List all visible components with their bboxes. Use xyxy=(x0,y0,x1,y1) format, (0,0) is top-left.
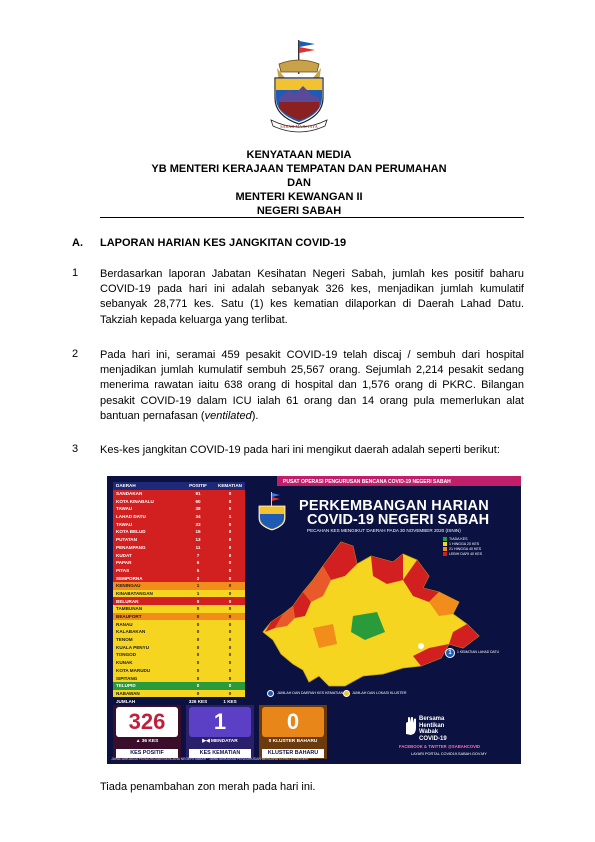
death-count: 0 xyxy=(228,621,232,627)
positive-cases-label: KES POSITIF xyxy=(116,749,178,758)
table-row xyxy=(113,605,245,613)
table-row xyxy=(113,520,245,528)
district-name: KOTA BELUD xyxy=(116,529,146,535)
table-row xyxy=(113,551,245,559)
district-name: TONGOD xyxy=(116,652,137,658)
table-row xyxy=(113,590,245,598)
death-count: 0 xyxy=(228,690,232,696)
legend-label-2: 21 HINGGA 40 KES xyxy=(449,546,482,551)
summary-boxes xyxy=(113,705,343,761)
header-line-2: YB MENTERI KERAJAAN TEMPATAN DAN PERUMAHAN xyxy=(151,163,447,175)
slogan-line-2: Hentikan xyxy=(419,722,445,729)
positive-cases-box xyxy=(113,705,181,759)
death-count: 0 xyxy=(228,598,232,604)
positive-count: 38 xyxy=(195,506,201,512)
district-name: PENAMPANG xyxy=(116,544,146,550)
positive-count: 0 xyxy=(196,637,200,643)
death-count: 0 xyxy=(228,567,232,573)
positive-count: 0 xyxy=(196,667,200,673)
district-name: PITAS xyxy=(116,567,130,573)
positive-count: 7 xyxy=(196,552,200,558)
header-death: KEMATIAN xyxy=(218,483,242,489)
positive-count: 11 xyxy=(195,544,201,550)
infographic-footer: JAWATANKUASA PENGURUSAN BENCANA NEGERI SABAH · JAWATANKUASA PENGURUSAN BENCANA COVID-19 NEGERI xyxy=(111,757,309,761)
positive-count: 0 xyxy=(196,644,200,650)
table-row xyxy=(113,643,245,651)
table-body xyxy=(113,490,245,698)
hand-stop-icon xyxy=(403,716,417,736)
district-name: BELURAN xyxy=(116,598,139,604)
district-name: TENOM xyxy=(116,637,133,643)
death-count: 0 xyxy=(228,660,232,666)
positive-count: 13 xyxy=(195,537,201,543)
positive-count: 60 xyxy=(195,498,201,504)
death-count: 0 xyxy=(228,560,232,566)
death-count: 0 xyxy=(228,683,232,689)
new-cluster-value: 0 xyxy=(262,707,324,737)
infographic-crest-icon xyxy=(253,492,291,532)
legend-label-1: 1 HINGGA 20 KES xyxy=(449,541,480,546)
positive-count: 1 xyxy=(196,583,200,589)
death-count: 0 xyxy=(228,614,232,620)
new-cluster-change: 0 KLUSTER BAHARU xyxy=(268,739,318,744)
table-row xyxy=(113,620,245,628)
paragraph-1: Berdasarkan laporan Jabatan Kesihatan Negeri Sabah, jumlah kes positif baharu COVID-19 pada hari ini adalah sebanyak 326 kes, menjadikan jumlah kumulatif sebanyak 28,771 kes. Satu (1) kes kematian dilaporkan di Daerah Lahad Datu. Takziah kepada keluarga yang terlibat. xyxy=(100,268,524,326)
header-line-4: MENTERI KEWANGAN II xyxy=(235,191,363,203)
table-row xyxy=(113,651,245,659)
death-count: 0 xyxy=(228,521,232,527)
positive-count: 0 xyxy=(196,683,200,689)
total-positive: 326 KES xyxy=(188,698,208,704)
table-row xyxy=(113,559,245,567)
table-row xyxy=(113,528,245,536)
header-district: DAERAH xyxy=(116,483,136,489)
table-row xyxy=(113,628,245,636)
death-count: 0 xyxy=(228,506,232,512)
death-count: 0 xyxy=(228,491,232,497)
death-count: 0 xyxy=(228,552,232,558)
death-count: 0 xyxy=(228,667,232,673)
positive-count: 0 xyxy=(196,652,200,658)
paragraph-2 xyxy=(100,348,524,424)
district-name: TAWAU xyxy=(116,506,133,512)
table-row xyxy=(113,497,245,505)
district-name: KOTA MARUDU xyxy=(116,667,151,673)
positive-cases-value: 326 xyxy=(116,707,178,737)
death-count: 0 xyxy=(228,644,232,650)
positive-count: 33 xyxy=(195,521,201,527)
section-title: LAPORAN HARIAN KES JANGKITAN COVID-19 xyxy=(100,237,347,249)
district-name: TAWAU xyxy=(116,521,133,527)
death-count: 0 xyxy=(228,606,232,612)
district-name: KUNAK xyxy=(116,660,133,666)
table-row xyxy=(113,582,245,590)
district-name: SEMPORNA xyxy=(116,575,143,581)
death-count: 0 xyxy=(228,590,232,596)
slogan-line-1: Bersama xyxy=(419,716,445,722)
paragraph-3: Kes-kes jangkitan COVID-19 pada hari ini mengikut daerah adalah seperti berikut: xyxy=(100,444,500,456)
district-name: TAMBUNAN xyxy=(116,606,143,612)
death-cases-change: ▶◀ MENDATAR xyxy=(202,739,238,744)
header-line-3: DAN xyxy=(287,177,311,189)
district-name: KINABATANGAN xyxy=(116,590,153,596)
positive-count: 0 xyxy=(196,621,200,627)
paragraph-2-text: Pada hari ini, seramai 459 pesakit COVID-19 telah discaj / sembuh dari hospital menjadikan jumlah kumulatif sembuh 25,567 orang. Sejumlah 2,214 pesakit sedang menerima rawatan iaitu 638 orang di hospital dan 1,576 orang di PKRC. Bilangan pesakit COVID-19 dalam ICU ialah 61 orang dan 14 orang pula memerlukan alat bantuan pernafasan ( xyxy=(100,349,524,422)
death-count: 0 xyxy=(228,629,232,635)
paragraph-number-1: 1 xyxy=(72,267,79,279)
district-name: PUTATAN xyxy=(116,537,137,543)
death-count: 0 xyxy=(228,498,232,504)
death-marker-label: 1 KEMATIAN LAHAD DATU xyxy=(457,650,500,654)
slogan-line-4: COVID-19 xyxy=(419,735,447,742)
total-label: JUMLAH xyxy=(116,698,136,704)
district-name: LAHAD DATU xyxy=(116,514,146,520)
death-count: 0 xyxy=(228,537,232,543)
table-row xyxy=(113,544,245,552)
death-count: 1 xyxy=(228,514,232,520)
positive-count: 2 xyxy=(196,575,200,581)
table-row xyxy=(113,505,245,513)
table-row xyxy=(113,513,245,521)
positive-count: 5 xyxy=(196,567,200,573)
infographic-subtitle: PECAHAN KES MENGIKUT DAERAH PADA 30 NOVEMBER 2020 (ISNIN) xyxy=(307,528,461,533)
social-media-handle: FACEBOOK & TWITTER @SABAHCOVID xyxy=(399,744,481,749)
positive-count: 6 xyxy=(196,560,200,566)
district-name: KOTA KINABALU xyxy=(116,498,154,504)
legend-label-0: TIADA KES xyxy=(449,536,468,541)
district-name: KUALA PENYU xyxy=(116,644,150,650)
table-row xyxy=(113,536,245,544)
death-key-label: JUMLAH DAN DAERAH KES KEMATIAN xyxy=(277,691,344,695)
table-row xyxy=(113,613,245,621)
district-name: SIPITANG xyxy=(116,675,138,681)
paragraph-number-2: 2 xyxy=(72,348,79,360)
positive-count: 0 xyxy=(196,675,200,681)
district-name: BEAUFORT xyxy=(116,614,142,620)
table-row xyxy=(113,667,245,675)
death-count: 0 xyxy=(228,675,232,681)
new-cluster-box xyxy=(259,705,327,759)
table-row xyxy=(113,567,245,575)
slogan-line-3: Wabak xyxy=(419,729,439,735)
positive-count: 0 xyxy=(196,660,200,666)
portal-url: LAYARI PORTAL COVID19.SABAH.GOV.MY xyxy=(411,752,487,756)
campaign-slogan xyxy=(419,716,447,742)
table-row xyxy=(113,674,245,682)
infographic-title-line-2: COVID-19 NEGERI SABAH xyxy=(307,512,490,528)
positive-cases-change: ▲ 36 KES xyxy=(135,739,159,744)
infographic-title-line-1: PERKEMBANGAN HARIAN xyxy=(299,498,489,514)
death-count: 0 xyxy=(228,652,232,658)
positive-count: 1 xyxy=(196,590,200,596)
positive-count: 15 xyxy=(195,529,201,535)
sabah-district-map xyxy=(253,536,489,691)
table-total-row xyxy=(113,697,245,705)
sabah-crest-logo xyxy=(265,38,333,136)
positive-count: 0 xyxy=(196,614,200,620)
header-divider xyxy=(100,217,524,218)
crest-motto: SABAH MAJU JAYA xyxy=(280,124,318,129)
death-cases-box xyxy=(186,705,254,759)
death-cases-value: 1 xyxy=(189,707,251,737)
table-row xyxy=(113,682,245,690)
district-name: PAPAR xyxy=(116,560,132,566)
district-name: RANAU xyxy=(116,621,133,627)
document-header xyxy=(100,148,498,218)
death-key-icon xyxy=(267,690,274,697)
table-row xyxy=(113,574,245,582)
death-marker: 1 xyxy=(445,648,455,658)
death-count: 0 xyxy=(228,637,232,643)
positive-count: 0 xyxy=(196,606,200,612)
legend-label-3: LEBIH DARI 40 KES xyxy=(449,551,483,556)
cluster-key-icon xyxy=(343,690,350,697)
infographic-top-banner: PUSAT OPERASI PENGURUSAN BENCANA COVID-19 NEGERI SABAH xyxy=(283,479,451,485)
header-positive: POSITIF xyxy=(189,483,207,489)
positive-count: 91 xyxy=(195,491,201,497)
death-cases-label: KES KEMATIAN xyxy=(189,749,251,758)
paragraph-2-italic: ventilated xyxy=(204,409,252,422)
district-case-table xyxy=(113,482,245,705)
table-row xyxy=(113,490,245,498)
death-count: 0 xyxy=(228,529,232,535)
district-name: KENINGAU xyxy=(116,583,141,589)
positive-count: 0 xyxy=(196,690,200,696)
district-name: TELUPID xyxy=(116,683,136,689)
section-letter: A. xyxy=(72,237,83,249)
table-row xyxy=(113,690,245,698)
closing-statement: Tiada penambahan zon merah pada hari ini. xyxy=(100,781,316,793)
table-header xyxy=(113,482,245,490)
district-name: KALABAKAN xyxy=(116,629,146,635)
district-name: SANDAKAN xyxy=(116,491,143,497)
table-row xyxy=(113,636,245,644)
paragraph-2-end: ). xyxy=(251,409,259,422)
death-count: 0 xyxy=(228,583,232,589)
positive-count: 0 xyxy=(196,629,200,635)
total-death: 1 KES xyxy=(223,698,237,704)
district-name: NABAWAN xyxy=(116,690,140,696)
table-row xyxy=(113,597,245,605)
covid-infographic xyxy=(107,476,521,764)
new-cluster-label: KLUSTER BAHARU xyxy=(262,749,324,758)
positive-count: 34 xyxy=(195,514,201,520)
death-count: 0 xyxy=(228,575,232,581)
positive-count: 0 xyxy=(196,598,200,604)
cluster-key-label: JUMLAH DAN LOKASI KLUSTER xyxy=(352,691,407,695)
header-line-5: NEGERI SABAH xyxy=(256,205,342,217)
header-line-1: KENYATAAN MEDIA xyxy=(246,149,352,161)
table-row xyxy=(113,659,245,667)
death-count: 0 xyxy=(228,544,232,550)
paragraph-number-3: 3 xyxy=(72,443,79,455)
district-name: KUDAT xyxy=(116,552,132,558)
